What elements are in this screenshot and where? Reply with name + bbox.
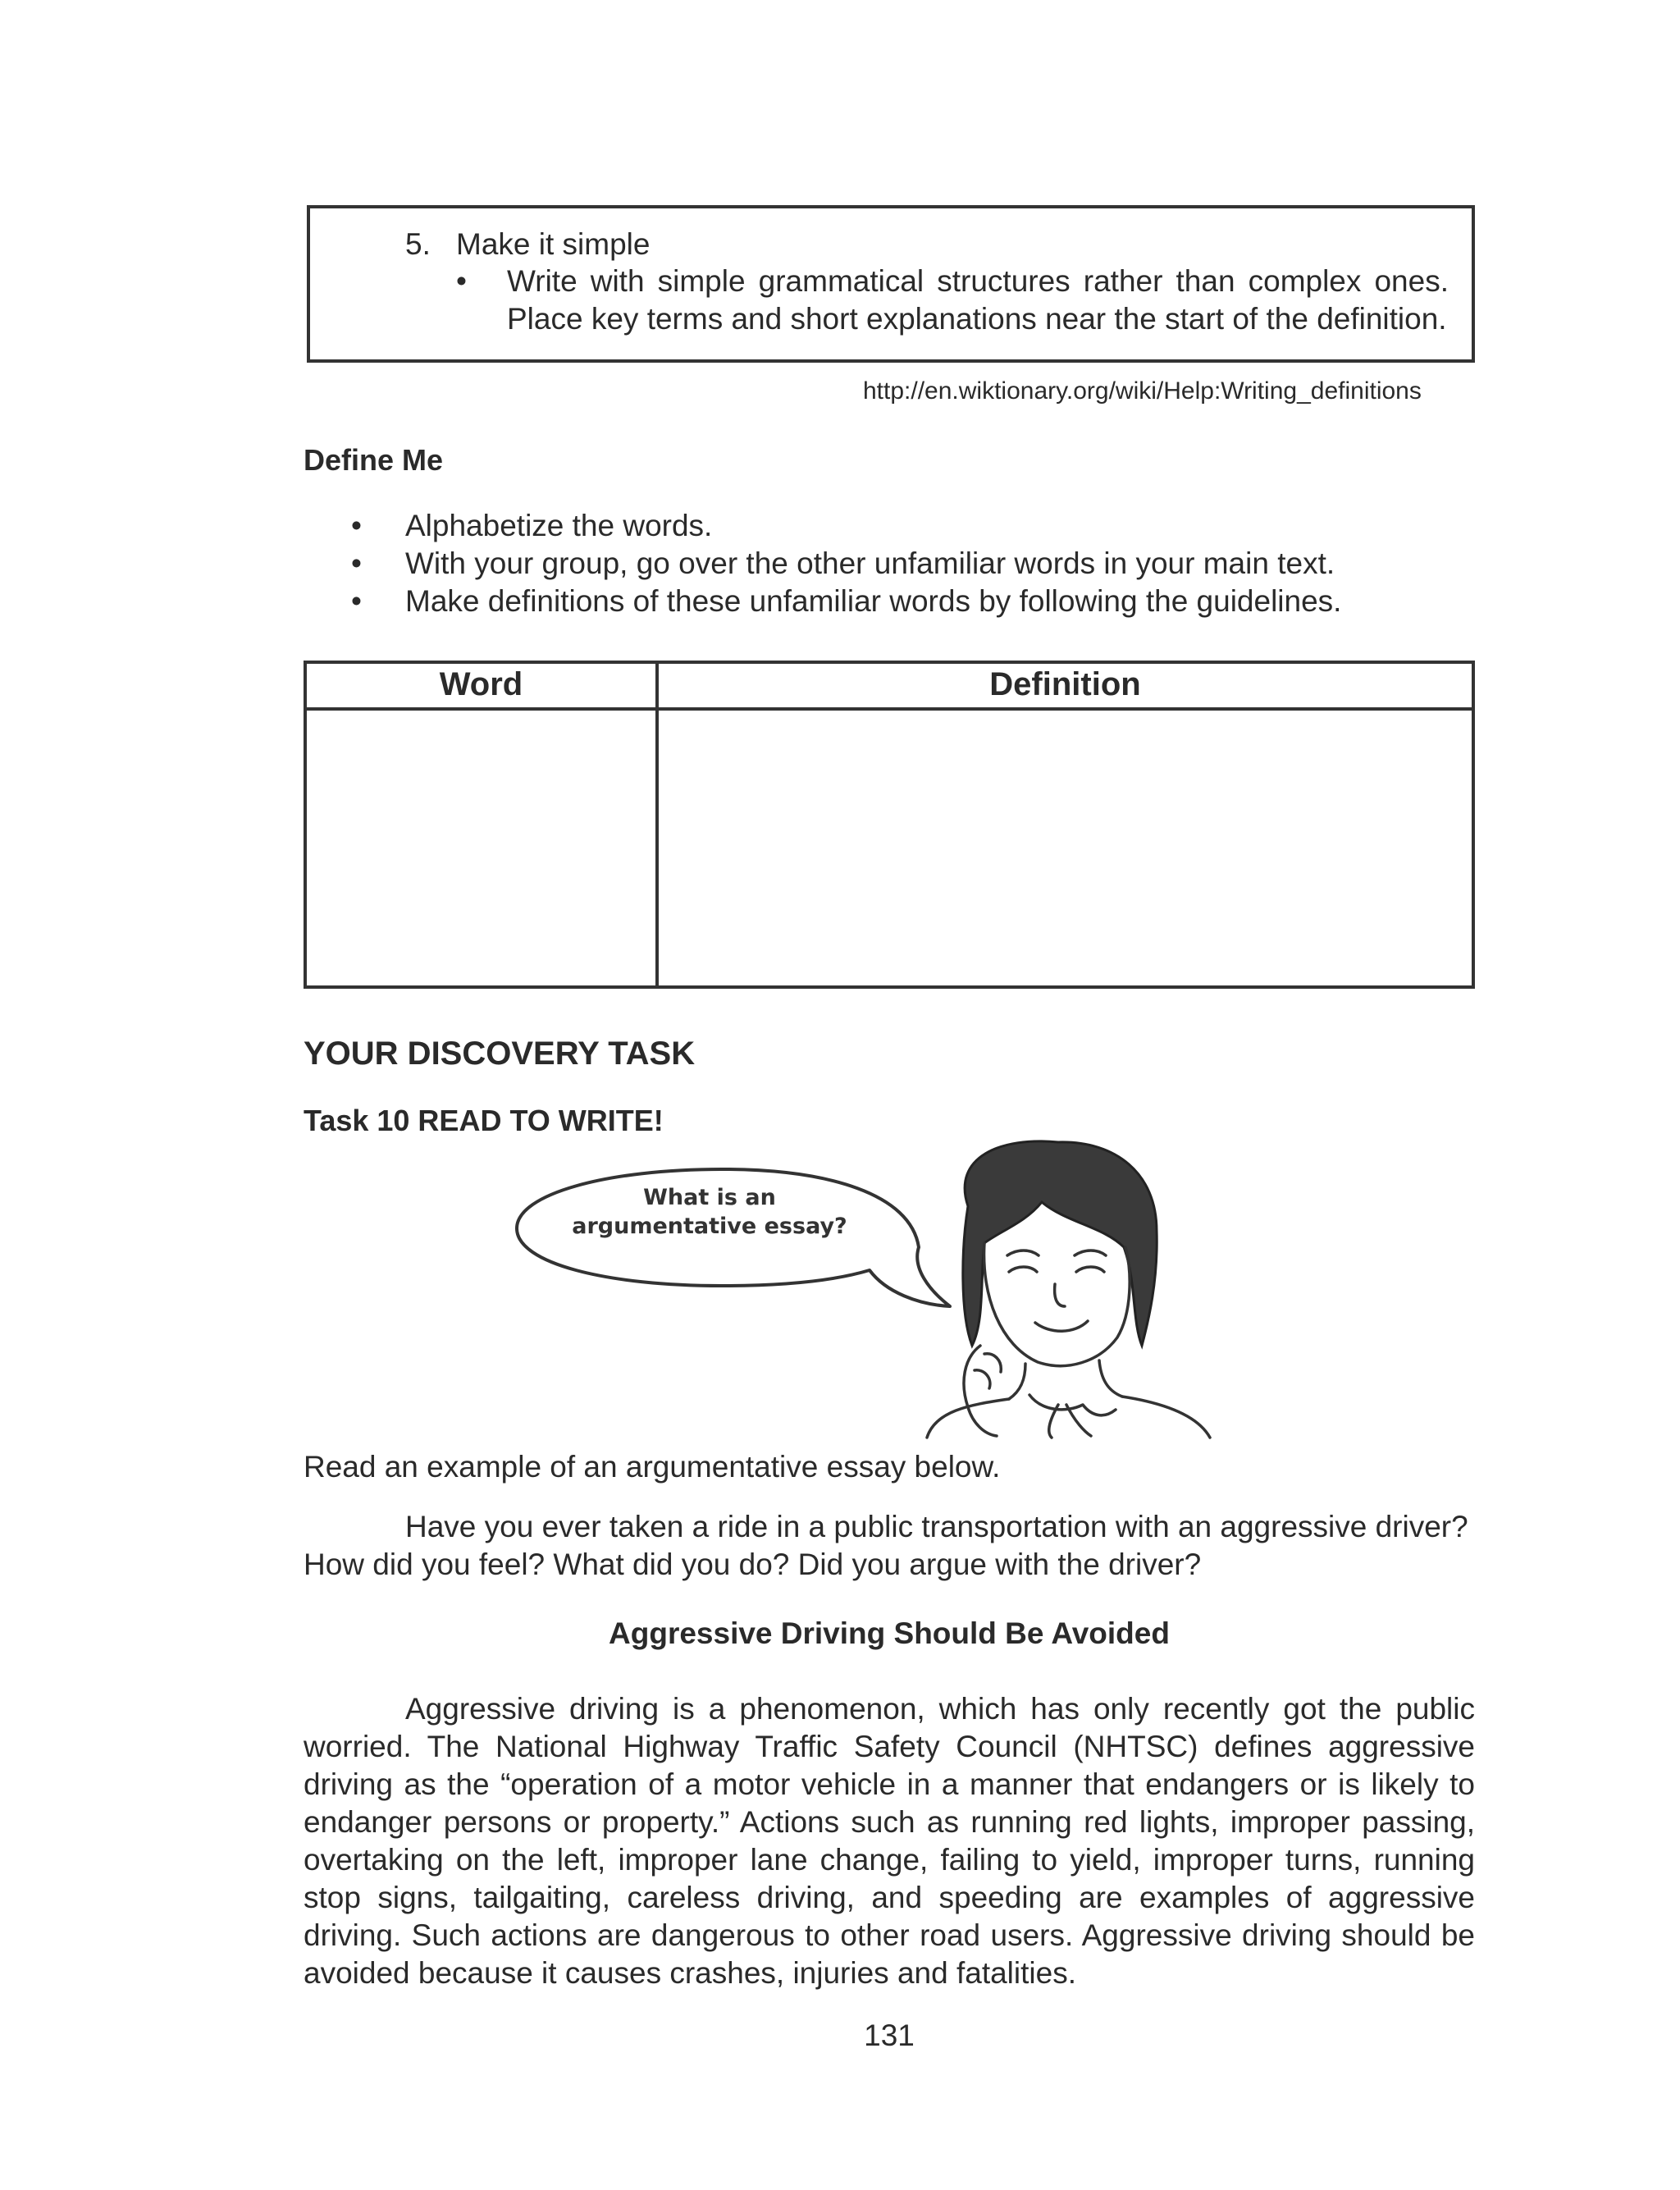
- bubble-text-line1: What is an: [643, 1185, 776, 1210]
- guideline-text: Write with simple grammatical structures rather than complex ones. Place key terms and short explanations near the start of the definition.: [507, 264, 1449, 336]
- guideline-title: Make it simple: [456, 227, 651, 261]
- girl-illustration: [509, 1136, 1214, 1440]
- task-heading: Task 10 READ TO WRITE!: [304, 1104, 664, 1137]
- intro-paragraph: [304, 1508, 1475, 1584]
- discovery-task-heading: YOUR DISCOVERY TASK: [304, 1036, 696, 1072]
- read-example-text: Read an example of an argumentative essay below.: [304, 1450, 1001, 1484]
- face-outline: [984, 1243, 1130, 1366]
- essay-paragraph-text: Aggressive driving is a phenomenon, which has only recently got the public worried. The National Highway Traffic Safety Council (NHTSC) defines aggressive driving as the “operation of a motor vehicle in a manner that endangers or is likely to endanger persons or property.” Actions such as running red lights, improper passing, overtaking on the left, improper lane change, failing to yield, improper turns, running stop signs, tailgaiting, careless driving, and speeding are examples of aggressive driving. Such actions are dangerous to other road users. Aggressive driving should be avoided because it causes crashes, injuries and fatalities.: [304, 1692, 1475, 1990]
- table-header-word: Word: [439, 666, 523, 702]
- table-header-definition: Definition: [989, 666, 1141, 702]
- define-me-heading: Define Me: [304, 443, 444, 477]
- define-me-bullet: Make definitions of these unfamiliar words by following the guidelines.: [405, 584, 1342, 618]
- define-me-bullet: With your group, go over the other unfamiliar words in your main text.: [405, 546, 1335, 580]
- bullet-dot: •: [351, 509, 362, 542]
- word-cell[interactable]: [307, 711, 655, 985]
- bullet-dot: •: [351, 546, 362, 580]
- essay-paragraph: [304, 1690, 1475, 1992]
- page-number: 131: [864, 2019, 915, 2052]
- guideline-bullet: •: [456, 264, 467, 298]
- bullet-dot: •: [351, 584, 362, 618]
- definition-cell[interactable]: [659, 711, 1472, 985]
- guideline-number: 5.: [405, 227, 431, 261]
- hair-shape: [963, 1141, 1157, 1346]
- bubble-text-line2: argumentative essay?: [572, 1214, 847, 1239]
- intro-line2: How did you feel? What did you do? Did you argue with the driver?: [304, 1548, 1202, 1581]
- define-me-bullet: Alphabetize the words.: [405, 509, 713, 542]
- essay-title: Aggressive Driving Should Be Avoided: [609, 1616, 1170, 1650]
- source-link[interactable]: http://en.wiktionary.org/wiki/Help:Writing_definitions: [863, 377, 1422, 405]
- intro-line1: Have you ever taken a ride in a public transportation with an aggressive driver?: [405, 1510, 1468, 1543]
